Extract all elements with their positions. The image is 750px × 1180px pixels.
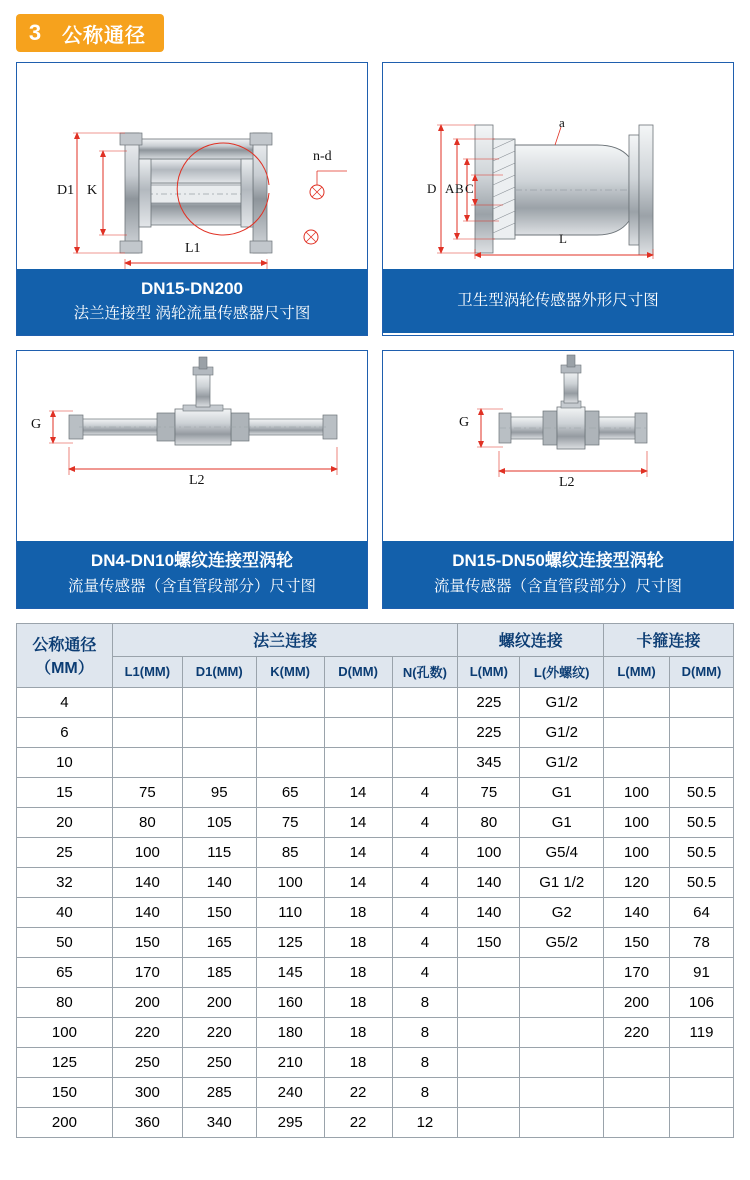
cell-dn: 65 [17, 957, 113, 987]
table-row [17, 1017, 734, 1047]
figure-drawing-sanitary [383, 63, 733, 269]
cell-dn: 100 [17, 1017, 113, 1047]
cell-l1: 75 [112, 777, 182, 807]
figure3-label-g: G [31, 417, 42, 433]
cell-k [256, 717, 324, 747]
cell-d1 [182, 717, 256, 747]
cell-k: 295 [256, 1107, 324, 1137]
cell-d1: 185 [182, 957, 256, 987]
cell-l1: 140 [112, 867, 182, 897]
cell-l1 [112, 717, 182, 747]
col-header-flange-group: 法兰连接 [112, 623, 458, 656]
cell-d1: 340 [182, 1107, 256, 1137]
cell-k: 145 [256, 957, 324, 987]
cell-clamp-l [604, 687, 670, 717]
cell-d: 18 [324, 957, 392, 987]
table-row [17, 957, 734, 987]
cell-thread-size: G1 [520, 777, 604, 807]
cell-d1 [182, 747, 256, 777]
dn-header-line1: 公称通径 [32, 637, 97, 655]
section-number: 3 [16, 14, 54, 52]
col-header-thread-group: 螺纹连接 [458, 623, 604, 656]
cell-k [256, 687, 324, 717]
cell-clamp-l [604, 1107, 670, 1137]
cell-l1: 100 [112, 837, 182, 867]
cell-clamp-d: 50.5 [670, 837, 734, 867]
cell-l1 [112, 747, 182, 777]
dimensions-table [16, 623, 734, 1138]
cell-n: 4 [392, 807, 458, 837]
cell-thread-l: 140 [458, 897, 520, 927]
cell-clamp-l: 200 [604, 987, 670, 1017]
figure-drawing-threaded-large [383, 351, 733, 541]
cell-l1 [112, 687, 182, 717]
cell-d: 14 [324, 867, 392, 897]
cell-n: 4 [392, 867, 458, 897]
cell-thread-l: 345 [458, 747, 520, 777]
figure-card-threaded-large [382, 350, 734, 608]
cell-l1: 80 [112, 807, 182, 837]
cell-l1: 220 [112, 1017, 182, 1047]
figure2-label-b: B [455, 181, 464, 196]
figure-caption-sanitary [383, 269, 733, 333]
cell-dn: 15 [17, 777, 113, 807]
figure-drawing-flange [17, 63, 367, 269]
figure4-label-g: G [459, 415, 470, 431]
figure3-caption-line1: DN4-DN10螺纹连接型涡轮 [90, 551, 294, 571]
figure-card-threaded-small [16, 350, 368, 608]
cell-thread-size [520, 1107, 604, 1137]
cell-d1: 115 [182, 837, 256, 867]
cell-clamp-l: 150 [604, 927, 670, 957]
figure3-label-l2: L2 [189, 473, 205, 489]
table-row [17, 1107, 734, 1137]
figure-card-flange [16, 62, 368, 336]
cell-thread-size: G5/2 [520, 927, 604, 957]
figure1-caption-line1: DN15-DN200 [140, 279, 244, 298]
figure-caption-threaded-small [17, 541, 367, 607]
cell-thread-l [458, 1017, 520, 1047]
cell-dn: 80 [17, 987, 113, 1017]
table-row [17, 687, 734, 717]
table-body [17, 687, 734, 1137]
cell-n: 4 [392, 927, 458, 957]
cell-d [324, 747, 392, 777]
col-header-d1: D1(MM) [182, 656, 256, 687]
cell-thread-l: 140 [458, 867, 520, 897]
cell-clamp-d: 106 [670, 987, 734, 1017]
cell-thread-size [520, 1017, 604, 1047]
cell-thread-l: 225 [458, 687, 520, 717]
col-header-thread-size: L(外螺纹) [520, 656, 604, 687]
col-header-clamp-group: 卡箍连接 [604, 623, 734, 656]
cell-d: 18 [324, 987, 392, 1017]
dn-header-line2: （MM） [35, 660, 94, 678]
cell-clamp-d: 50.5 [670, 867, 734, 897]
threaded-small-diagram [17, 351, 367, 541]
cell-n: 4 [392, 897, 458, 927]
table-row [17, 987, 734, 1017]
cell-n: 8 [392, 987, 458, 1017]
figure4-caption-line1: DN15-DN50螺纹连接型涡轮 [452, 551, 664, 571]
cell-thread-size: G1/2 [520, 747, 604, 777]
figure-drawing-threaded-small [17, 351, 367, 541]
cell-d1: 165 [182, 927, 256, 957]
table-row [17, 747, 734, 777]
cell-n: 8 [392, 1077, 458, 1107]
cell-clamp-d: 50.5 [670, 777, 734, 807]
cell-dn: 50 [17, 927, 113, 957]
cell-d: 14 [324, 777, 392, 807]
cell-d: 22 [324, 1107, 392, 1137]
cell-thread-l [458, 987, 520, 1017]
figure-grid [16, 62, 734, 609]
cell-dn: 25 [17, 837, 113, 867]
cell-d [324, 687, 392, 717]
cell-n: 4 [392, 777, 458, 807]
cell-dn: 200 [17, 1107, 113, 1137]
table-row [17, 1077, 734, 1107]
cell-clamp-l [604, 1077, 670, 1107]
col-header-clamp-l: L(MM) [604, 656, 670, 687]
cell-clamp-d [670, 747, 734, 777]
cell-thread-size: G1/2 [520, 687, 604, 717]
figure1-label-l1: L1 [185, 241, 201, 256]
cell-k: 65 [256, 777, 324, 807]
cell-dn: 4 [17, 687, 113, 717]
cell-d [324, 717, 392, 747]
table-row [17, 927, 734, 957]
cell-l1: 150 [112, 927, 182, 957]
cell-dn: 40 [17, 897, 113, 927]
cell-dn: 125 [17, 1047, 113, 1077]
cell-d: 14 [324, 837, 392, 867]
table-row [17, 1047, 734, 1077]
cell-thread-l [458, 957, 520, 987]
cell-clamp-d: 64 [670, 897, 734, 927]
cell-l1: 360 [112, 1107, 182, 1137]
col-header-d: D(MM) [324, 656, 392, 687]
cell-d1: 285 [182, 1077, 256, 1107]
figure2-label-c: C [465, 181, 474, 196]
cell-clamp-l [604, 1047, 670, 1077]
cell-k: 75 [256, 807, 324, 837]
cell-clamp-d: 119 [670, 1017, 734, 1047]
figure4-caption-line2: 流量传感器（含直管段部分）尺寸图 [433, 577, 682, 595]
cell-k: 110 [256, 897, 324, 927]
cell-k: 160 [256, 987, 324, 1017]
cell-dn: 32 [17, 867, 113, 897]
figure1-caption-line2: 法兰连接型 涡轮流量传感器尺寸图 [73, 305, 311, 323]
cell-n: 4 [392, 957, 458, 987]
cell-d1 [182, 687, 256, 717]
cell-thread-size: G5/4 [520, 837, 604, 867]
cell-thread-l [458, 1047, 520, 1077]
cell-clamp-d [670, 1077, 734, 1107]
col-header-thread-l: L(MM) [458, 656, 520, 687]
cell-l1: 170 [112, 957, 182, 987]
cell-clamp-l: 100 [604, 777, 670, 807]
cell-clamp-d [670, 687, 734, 717]
cell-n: 8 [392, 1017, 458, 1047]
cell-clamp-d [670, 1107, 734, 1137]
cell-thread-size: G1/2 [520, 717, 604, 747]
figure4-label-l2: L2 [559, 475, 575, 491]
section-header [16, 14, 750, 52]
cell-clamp-l [604, 717, 670, 747]
cell-clamp-d: 50.5 [670, 807, 734, 837]
cell-d: 18 [324, 897, 392, 927]
cell-clamp-l: 120 [604, 867, 670, 897]
cell-thread-l: 225 [458, 717, 520, 747]
figure1-label-d1: D1 [57, 183, 75, 198]
cell-thread-size: G2 [520, 897, 604, 927]
cell-clamp-l: 100 [604, 837, 670, 867]
cell-dn: 150 [17, 1077, 113, 1107]
table-row [17, 717, 734, 747]
cell-d: 22 [324, 1077, 392, 1107]
cell-thread-size [520, 957, 604, 987]
figure2-caption-line1: 卫生型涡轮传感器外形尺寸图 [457, 292, 659, 309]
cell-thread-l: 100 [458, 837, 520, 867]
cell-n [392, 717, 458, 747]
cell-d1: 150 [182, 897, 256, 927]
table-row [17, 837, 734, 867]
cell-k: 180 [256, 1017, 324, 1047]
cell-d1: 95 [182, 777, 256, 807]
cell-thread-l: 150 [458, 927, 520, 957]
cell-k [256, 747, 324, 777]
cell-n: 12 [392, 1107, 458, 1137]
col-header-k: K(MM) [256, 656, 324, 687]
cell-l1: 300 [112, 1077, 182, 1107]
cell-d1: 140 [182, 867, 256, 897]
cell-l1: 200 [112, 987, 182, 1017]
cell-k: 240 [256, 1077, 324, 1107]
cell-thread-size [520, 1047, 604, 1077]
cell-clamp-l: 220 [604, 1017, 670, 1047]
cell-d: 18 [324, 1047, 392, 1077]
cell-k: 100 [256, 867, 324, 897]
flange-turbine-diagram [17, 63, 367, 269]
cell-d1: 250 [182, 1047, 256, 1077]
cell-k: 85 [256, 837, 324, 867]
table-head [17, 623, 734, 687]
cell-d1: 220 [182, 1017, 256, 1047]
table-row [17, 807, 734, 837]
cell-k: 125 [256, 927, 324, 957]
col-header-nominal-diameter [17, 623, 113, 687]
threaded-large-diagram [383, 351, 733, 541]
figure2-label-a: a [559, 115, 565, 130]
cell-d: 18 [324, 1017, 392, 1047]
cell-dn: 10 [17, 747, 113, 777]
cell-clamp-d [670, 717, 734, 747]
sanitary-turbine-diagram [383, 63, 733, 269]
figure2-label-d: D [427, 181, 437, 196]
figure1-label-nd: n-d [313, 149, 332, 164]
page-title: 公称通径 [54, 14, 164, 52]
cell-n [392, 687, 458, 717]
cell-d: 14 [324, 807, 392, 837]
cell-l1: 250 [112, 1047, 182, 1077]
table-row [17, 897, 734, 927]
cell-clamp-d: 78 [670, 927, 734, 957]
cell-clamp-d: 91 [670, 957, 734, 987]
figure2-label-a2: A [445, 181, 455, 196]
cell-k: 210 [256, 1047, 324, 1077]
table-header-row-subs [17, 656, 734, 687]
cell-thread-size [520, 1077, 604, 1107]
cell-thread-size: G1 [520, 807, 604, 837]
cell-l1: 140 [112, 897, 182, 927]
cell-thread-l: 75 [458, 777, 520, 807]
col-header-n: N(孔数) [392, 656, 458, 687]
figure1-label-k: K [87, 183, 98, 198]
cell-thread-l [458, 1107, 520, 1137]
cell-dn: 20 [17, 807, 113, 837]
dimensions-table-wrapper [16, 623, 734, 1138]
figure2-label-l: L [559, 231, 567, 246]
cell-clamp-l: 140 [604, 897, 670, 927]
figure3-caption-line2: 流量传感器（含直管段部分）尺寸图 [67, 577, 316, 595]
cell-d1: 200 [182, 987, 256, 1017]
cell-thread-l [458, 1077, 520, 1107]
cell-clamp-l [604, 747, 670, 777]
cell-n: 8 [392, 1047, 458, 1077]
cell-dn: 6 [17, 717, 113, 747]
cell-clamp-l: 170 [604, 957, 670, 987]
cell-clamp-l: 100 [604, 807, 670, 837]
figure-card-sanitary [382, 62, 734, 336]
cell-d1: 105 [182, 807, 256, 837]
table-row [17, 867, 734, 897]
figure-caption-flange [17, 269, 367, 335]
cell-clamp-d [670, 1047, 734, 1077]
figure-caption-threaded-large [383, 541, 733, 607]
cell-d: 18 [324, 927, 392, 957]
col-header-clamp-d: D(MM) [670, 656, 734, 687]
col-header-l1: L1(MM) [112, 656, 182, 687]
cell-thread-size [520, 987, 604, 1017]
cell-n [392, 747, 458, 777]
table-row [17, 777, 734, 807]
table-header-row-groups [17, 623, 734, 656]
cell-thread-size: G1 1/2 [520, 867, 604, 897]
cell-thread-l: 80 [458, 807, 520, 837]
cell-n: 4 [392, 837, 458, 867]
